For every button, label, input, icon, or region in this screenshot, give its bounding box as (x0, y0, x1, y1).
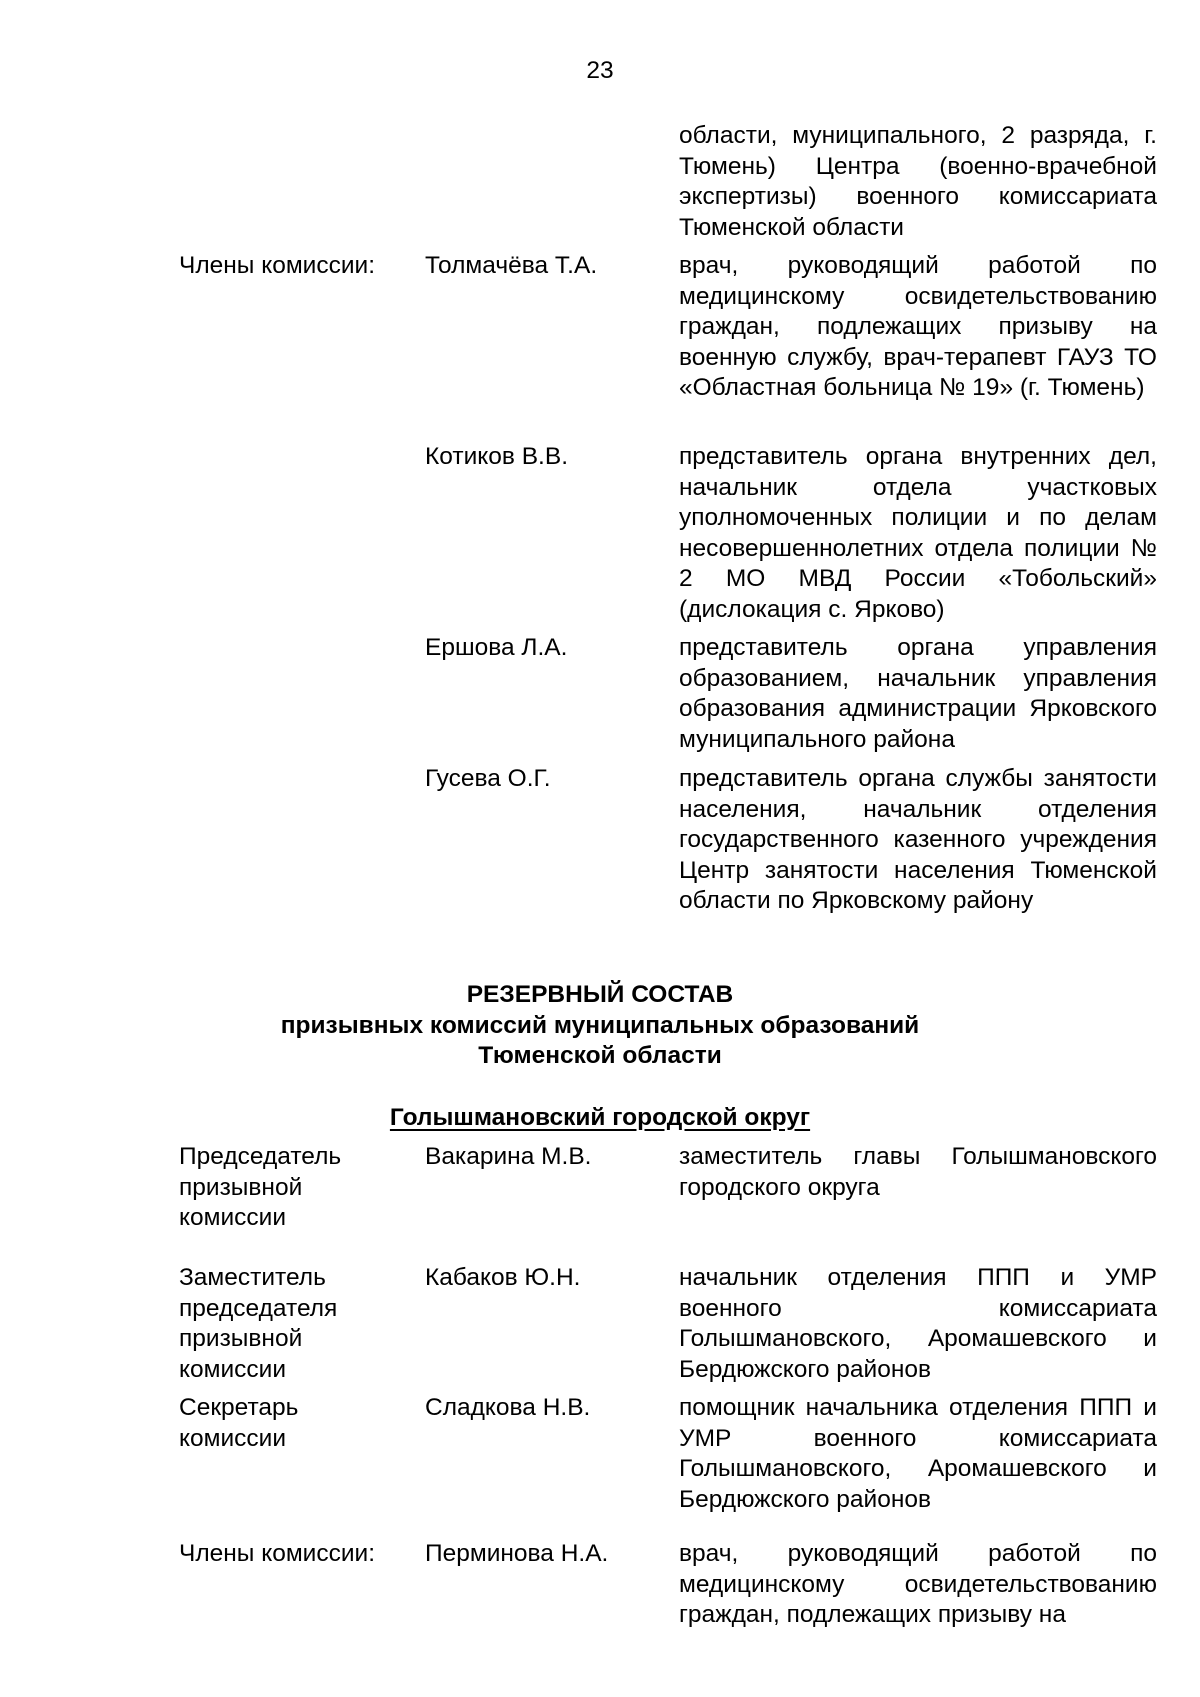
member-description: заместитель главы Голышмановского городского округа (679, 1143, 1157, 1201)
member-description: врач, руководящий работой по медицинскому освидетельствованию граждан, подлежащих призыву на военную службу, врач-терапевт ГАУЗ ТО «Областная больница № 19» (г. Тюмень) (679, 252, 1157, 401)
member-description: помощник начальника отделения ППП и УМР военного комиссариата Голышмановского, Аромашевского и Бердюжского районов (679, 1394, 1157, 1513)
member-name: Толмачёва Т.А. (425, 252, 598, 279)
member-name: Гусева О.Г. (425, 765, 551, 792)
role-label: Председатель призывной комиссии (179, 1143, 342, 1231)
member-name: Кабаков Ю.Н. (425, 1264, 581, 1291)
reserve-heading-line1: РЕЗЕРВНЫЙ СОСТАВ (466, 981, 734, 1008)
continuation-description: области, муниципального, 2 разряда, г. Тюмень) Центра (военно-врачебной экспертизы) военного комиссариата Тюменской области (679, 122, 1157, 241)
reserve-heading-line2: призывных комиссий муниципальных образований (280, 1011, 920, 1039)
reserve-heading (0, 980, 1200, 1072)
member-name: Перминова Н.А. (425, 1540, 609, 1567)
member-description: начальник отделения ППП и УМР военного комиссариата Голышмановского, Аромашевского и Бердюжского районов (679, 1264, 1157, 1383)
member-description: представитель органа службы занятости населения, начальник отделения государственного казенного учреждения Центр занятости населения Тюменской области по Ярковскому району (679, 765, 1157, 914)
role-label: Секретарь комиссии (179, 1394, 299, 1452)
member-name: Вакарина М.В. (425, 1143, 592, 1170)
member-name: Сладкова Н.В. (425, 1394, 591, 1421)
members-label: Члены комиссии: (179, 252, 376, 279)
member-description: представитель органа внутренних дел, начальник отдела участковых уполномоченных полиции и по делам несовершеннолетних отдела полиции № 2 МО МВД России «Тобольский» (дислокация с. Ярково) (679, 443, 1157, 623)
page-number: 23 (586, 57, 614, 84)
reserve-heading-line3: Тюменской области (478, 1042, 722, 1069)
member-name: Котиков В.В. (425, 443, 569, 470)
member-name: Ершова Л.А. (425, 634, 568, 661)
member-description: представитель органа управления образованием, начальник управления образования администрации Ярковского муниципального района (679, 634, 1157, 753)
member-description: врач, руководящий работой по медицинскому освидетельствованию граждан, подлежащих призыву на (679, 1540, 1157, 1628)
district-title: Голышмановский городской округ (389, 1104, 811, 1131)
role-label: Члены комиссии: (179, 1540, 376, 1567)
role-label: Заместитель председателя призывной комиссии (179, 1264, 338, 1383)
